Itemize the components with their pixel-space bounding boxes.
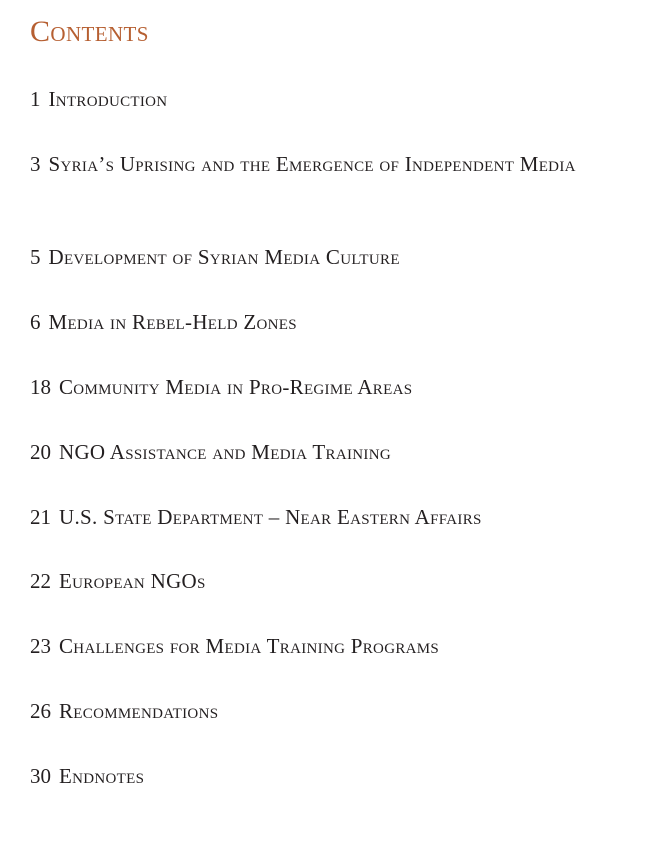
toc-page-number: 26 [30, 699, 51, 723]
toc-entry-label: Syria’s Uprising and the Emergence of Independent Media [48, 152, 576, 176]
toc-page-number: 23 [30, 634, 51, 658]
toc-entry-label: NGO Assistance and Media Training [59, 440, 391, 464]
toc-entry-label: Community Media in Pro-Regime Areas [59, 375, 413, 399]
toc-page-number: 5 [30, 245, 41, 269]
toc-page-number: 30 [30, 764, 51, 788]
toc-entry-syrias-uprising[interactable] [30, 150, 630, 178]
toc-entry-us-state-department[interactable] [30, 503, 630, 531]
toc-entry-label: Development of Syrian Media Culture [48, 245, 400, 269]
toc-entry-label: U.S. State Department – Near Eastern Affairs [59, 505, 482, 529]
toc-entry-introduction[interactable] [30, 85, 630, 113]
toc-entry-label: European NGOs [59, 569, 206, 593]
toc-entry-label: Introduction [48, 87, 168, 111]
toc-entry-label: Recommendations [59, 699, 219, 723]
toc-entry-development-media-culture[interactable] [30, 243, 630, 271]
toc-entry-endnotes[interactable] [30, 762, 630, 790]
toc-entry-rebel-held-zones[interactable] [30, 308, 630, 336]
toc-entry-ngo-assistance[interactable] [30, 438, 630, 466]
toc-page-number: 22 [30, 569, 51, 593]
table-of-contents [30, 10, 630, 788]
toc-entry-challenges-training[interactable] [30, 632, 630, 660]
toc-entry-label: Endnotes [59, 764, 145, 788]
toc-page-number: 21 [30, 505, 51, 529]
toc-page-number: 18 [30, 375, 51, 399]
toc-entry-label: Challenges for Media Training Programs [59, 634, 440, 658]
toc-entry-recommendations[interactable] [30, 697, 630, 725]
toc-title: Contents [30, 15, 149, 48]
toc-page-number: 6 [30, 310, 41, 334]
toc-page-number: 1 [30, 87, 41, 111]
toc-entry-pro-regime-areas[interactable] [30, 373, 630, 401]
toc-entry-label: Media in Rebel-Held Zones [48, 310, 297, 334]
toc-page-number: 3 [30, 152, 41, 176]
toc-page-number: 20 [30, 440, 51, 464]
toc-entry-european-ngos[interactable] [30, 567, 630, 595]
